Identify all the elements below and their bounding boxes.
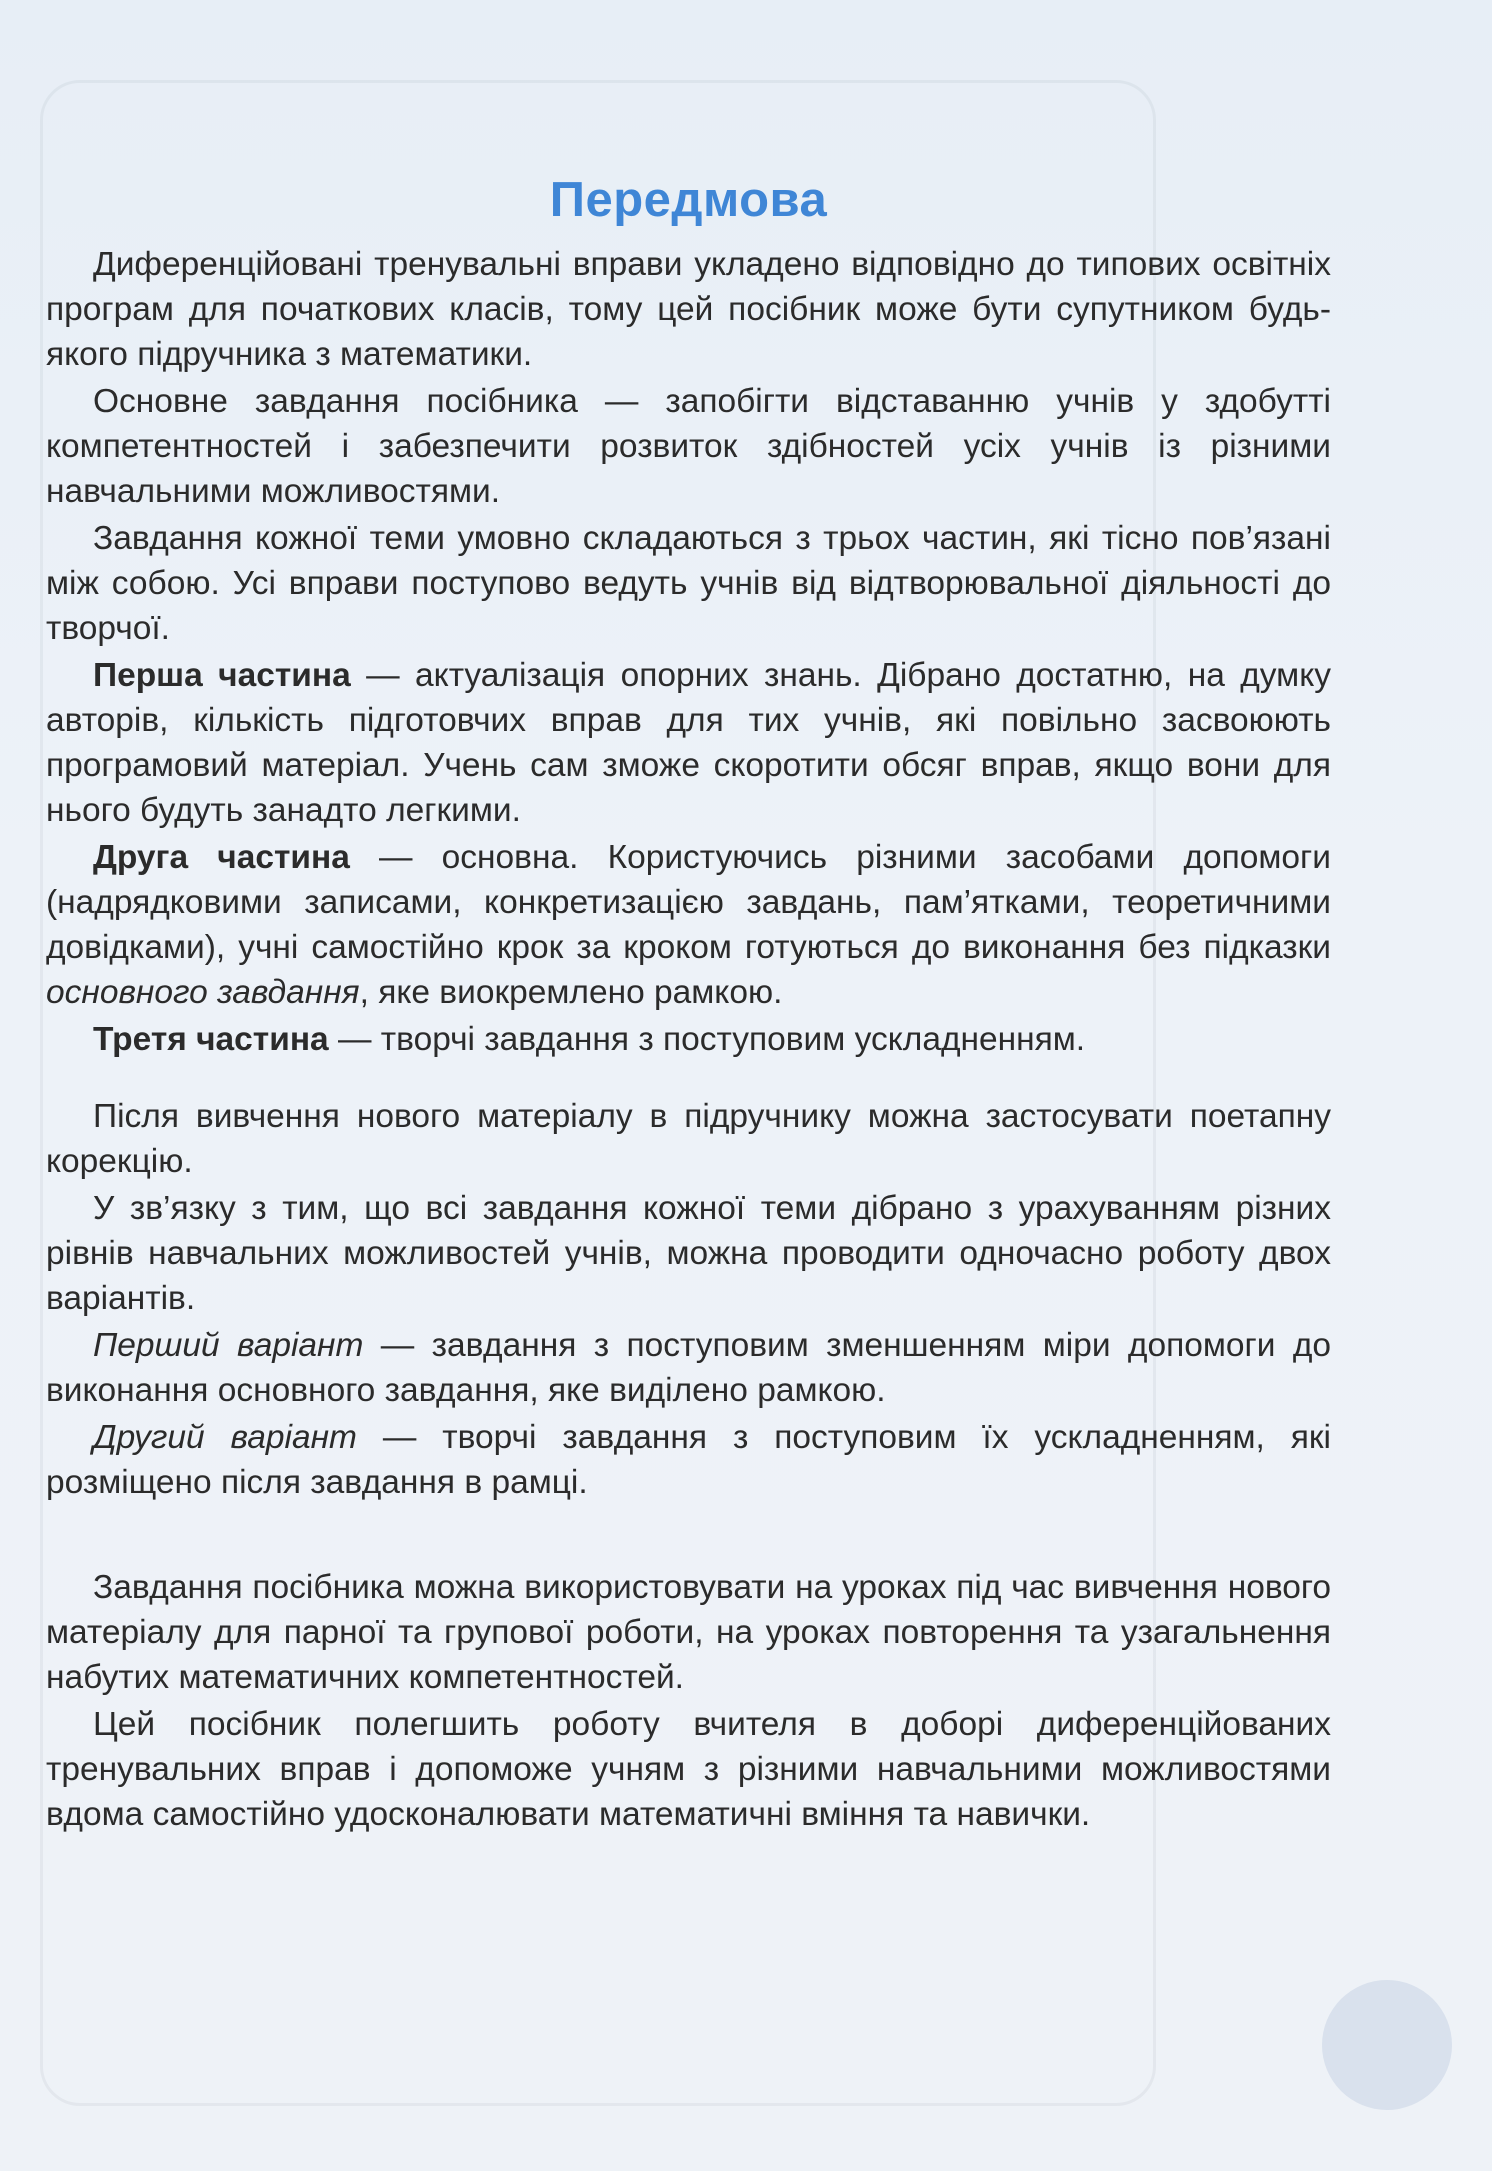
paragraph-intro: Диференційовані тренувальні вправи укладено відповідно до типових освітніх програм для початкових класів, тому цей посібник може бути супутником будь-якого підручника з математики.	[46, 246, 1331, 373]
paragraph-two-variants: У зв’язку з тим, що всі завдання кожної теми дібрано з урахуванням різних рівнів навчальних можливостей учнів, можна проводити одночасно роботу двох варіантів.	[46, 1190, 1331, 1317]
paragraph-teacher-help: Цей посібник полегшить роботу вчителя в доборі диференційованих тренувальних вправ і допоможе учням з різними навчальними можливостями вдома самостійно удосконалювати математичні вміння та навички.	[46, 1706, 1331, 1833]
paragraph-correction: Після вивчення нового матеріалу в підручнику можна застосувати поетапну корекцію.	[46, 1098, 1331, 1180]
spacer	[46, 1505, 1331, 1565]
page-number-circle	[1322, 1980, 1452, 2110]
paragraph-usage: Завдання посібника можна використовувати на уроках під час вивчення нового матеріалу для парної та групової роботи, на уроках повторення та узагальнення набутих математичних компетентностей.	[46, 1569, 1331, 1696]
variant-one-label: Перший варіант	[93, 1327, 364, 1364]
paragraph-part-one: Перша частина — актуалізація опорних знань. Дібрано достатню, на думку авторів, кількість підготовчих вправ для тих учнів, які повільно засвоюють програмовий матеріал. Учень сам зможе скоротити обсяг вправ, якщо вони для нього будуть занадто легкими.	[46, 657, 1331, 829]
paragraph-variant-one: Перший варіант — завдання з поступовим зменшенням міри допомоги до виконання основного завдання, яке виділено рамкою.	[46, 1327, 1331, 1409]
page-title: Передмова	[549, 173, 828, 227]
part-three-label: Третя частина	[93, 1021, 329, 1058]
paragraph-part-three: Третя частина — творчі завдання з поступовим ускладненням.	[93, 1021, 1086, 1058]
paragraph-part-two: Друга частина — основна. Користуючись різними засобами допомоги (надрядковими записами, конкретизацією завдань, пам’ятками, теоретичними довідками), учні самостійно крок за кроком готуються до виконання без підказки основного завдання, яке виокремлено рамкою.	[46, 839, 1331, 1011]
main-task-emphasis: основного завдання	[46, 974, 360, 1011]
paragraph-main-goal: Основне завдання посібника — запобігти відставанню учнів у здобутті компетентностей і забезпечити розвиток здібностей усіх учнів із різними навчальними можливостями.	[46, 383, 1331, 510]
spacer	[46, 1062, 1331, 1094]
variant-two-label: Другий варіант	[93, 1419, 357, 1456]
paragraph-variant-two: Другий варіант — творчі завдання з поступовим їх ускладненням, які розміщено після завдання в рамці.	[46, 1419, 1332, 1501]
part-two-label: Друга частина	[93, 839, 350, 876]
paragraph-structure: Завдання кожної теми умовно складаються з трьох частин, які тісно пов’язані між собою. Усі вправи поступово ведуть учнів від відтворювальної діяльності до творчої.	[46, 520, 1331, 647]
part-one-label: Перша частина	[93, 657, 351, 694]
preface-content	[46, 170, 1331, 1837]
